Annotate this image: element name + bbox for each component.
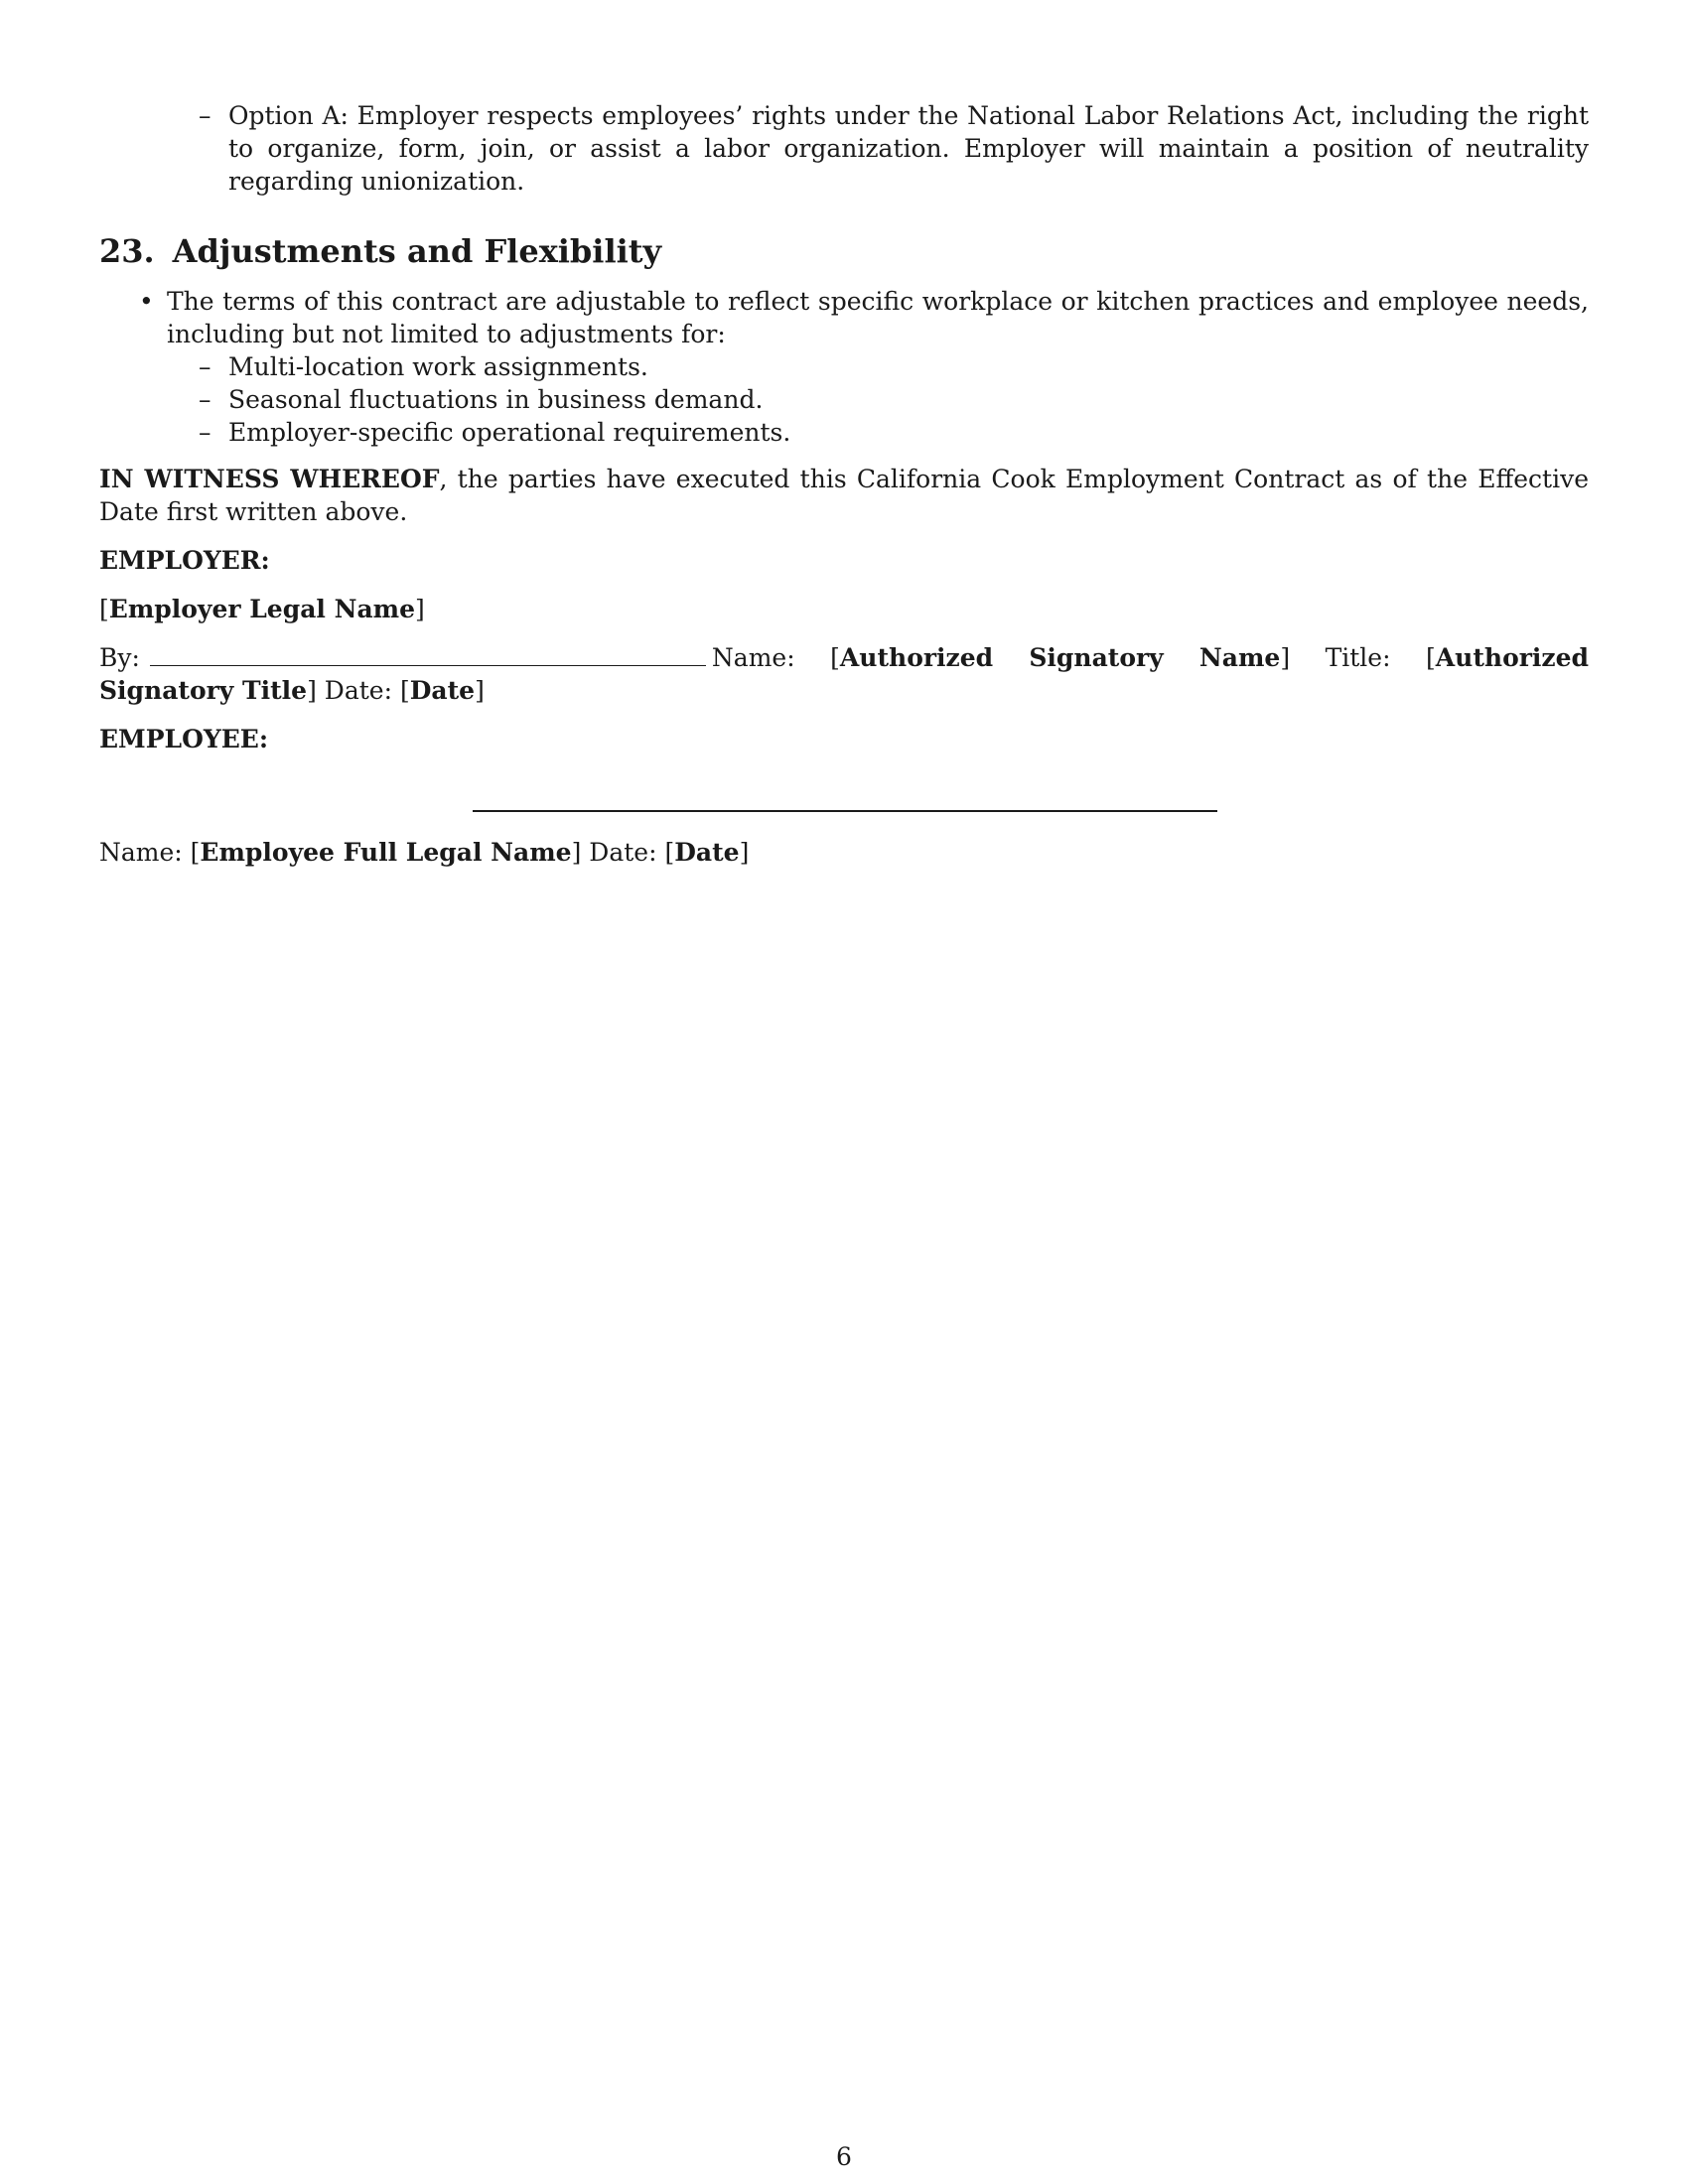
document-page <box>99 99 1589 755</box>
witness-lead: IN WITNESS WHEREOF <box>99 465 440 493</box>
name-label: Name: <box>711 643 795 672</box>
dash-marker: – <box>199 352 211 381</box>
signatory-title: Authorized Signatory Title <box>99 643 1590 705</box>
section-title: Adjustments and Flexibility <box>172 232 662 270</box>
bullet-text: The terms of this contract are adjustable to reflect specific workplace or kitchen practices and employee needs, including but not limited to adjustments for: <box>167 287 1589 348</box>
by-label: By: <box>99 643 140 672</box>
bracket: ] <box>415 595 425 623</box>
employee-heading: EMPLOYEE: <box>99 725 269 753</box>
page-number: 6 <box>836 2142 852 2171</box>
list-item <box>99 350 1589 383</box>
dash-marker: – <box>199 101 211 130</box>
employee-name-line: Name: [Employee Full Legal Name] Date: [Date] <box>99 838 750 867</box>
dash-marker: – <box>199 418 211 447</box>
dash-marker: – <box>199 385 211 414</box>
employee-full-name: Employee Full Legal Name <box>200 838 572 867</box>
employer-legal-name <box>99 593 1589 625</box>
employee-signature-line <box>473 810 1217 812</box>
name-label: Name: <box>99 838 183 867</box>
section-23-heading <box>99 231 1589 271</box>
list-item <box>99 416 1589 449</box>
witness-text: , the parties have executed this California Cook Employment Contract as of the Effective Date first written above. <box>99 465 1589 526</box>
employer-date: Date <box>409 676 476 705</box>
employer-signature-line <box>150 643 706 666</box>
section-number: 23. <box>99 232 155 270</box>
employer-heading: EMPLOYER: <box>99 546 270 575</box>
bullet-marker: • <box>139 287 154 316</box>
bracket: [ <box>99 595 109 623</box>
list-item-text: Employer-specific operational requirements. <box>228 418 791 447</box>
date-label: Date: <box>324 676 393 705</box>
list-item-text: Multi-location work assignments. <box>228 352 648 381</box>
date-label: Date: <box>589 838 657 867</box>
adjustments-bullet <box>99 285 1589 350</box>
option-a-text: Option A: Employer respects employees’ rights under the National Labor Relations Act, including the right to organize, form, join, or assist a labor organization. Employer will maintain a position of neutrality regarding unionization. <box>228 101 1589 196</box>
title-label: Title: <box>1325 643 1391 672</box>
signatory-name: Authorized Signatory Name <box>839 643 1281 672</box>
employer-signature-block: By: Name: [Authorized Signatory Name] Title: [Authorized Signatory Title] Date: [Date] <box>99 643 1590 705</box>
employee-date: Date <box>674 838 740 867</box>
witness-paragraph <box>99 463 1589 528</box>
list-item-text: Seasonal fluctuations in business demand. <box>228 385 764 414</box>
option-a-item <box>99 99 1589 198</box>
employer-legal-name-value: Employer Legal Name <box>108 595 416 623</box>
list-item <box>99 383 1589 416</box>
